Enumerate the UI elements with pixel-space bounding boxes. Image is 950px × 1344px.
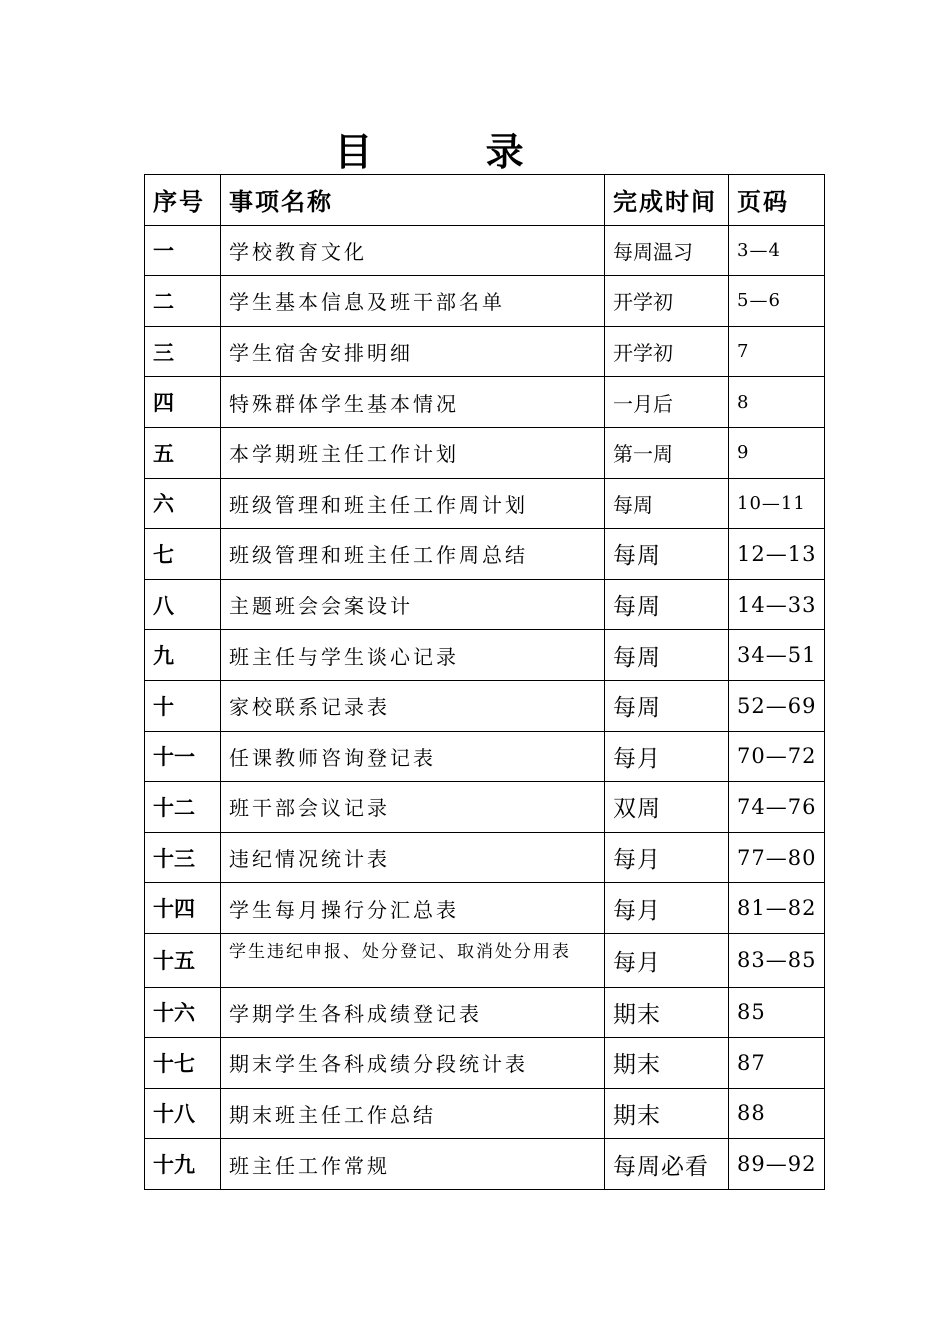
row-time: 每月 [605, 883, 729, 934]
row-name: 班级管理和班主任工作周总结 [221, 529, 605, 580]
table-row [145, 1139, 825, 1190]
row-no: 一 [145, 225, 221, 276]
row-no: 十七 [145, 1038, 221, 1089]
row-no: 三 [145, 326, 221, 377]
row-name: 期末学生各科成绩分段统计表 [221, 1038, 605, 1089]
table-row [145, 987, 825, 1038]
header-time: 完成时间 [605, 175, 729, 226]
row-time: 每周 [605, 579, 729, 630]
row-time: 第一周 [605, 427, 729, 478]
table-row [145, 832, 825, 883]
row-no: 七 [145, 529, 221, 580]
row-time: 每月 [605, 731, 729, 782]
row-no: 八 [145, 579, 221, 630]
row-name: 学校教育文化 [221, 225, 605, 276]
row-name: 违纪情况统计表 [221, 832, 605, 883]
table-row [145, 731, 825, 782]
row-name: 学生违纪申报、处分登记、取消处分用表 [221, 933, 605, 987]
row-time: 每周 [605, 680, 729, 731]
row-time: 每月 [605, 832, 729, 883]
toc-header-row [145, 175, 825, 226]
row-page: 12—13 [729, 529, 825, 580]
table-row [145, 326, 825, 377]
row-name: 班干部会议记录 [221, 782, 605, 833]
table-row [145, 782, 825, 833]
page-title: 目 录 [334, 130, 574, 174]
row-time: 期末 [605, 1088, 729, 1139]
row-time: 期末 [605, 1038, 729, 1089]
row-no: 十四 [145, 883, 221, 934]
table-row [145, 883, 825, 934]
row-name: 学生基本信息及班干部名单 [221, 276, 605, 327]
table-row [145, 1038, 825, 1089]
row-no: 十 [145, 680, 221, 731]
row-time: 每周 [605, 529, 729, 580]
row-no: 二 [145, 276, 221, 327]
row-page: 85 [729, 987, 825, 1038]
row-time: 每周 [605, 478, 729, 529]
table-row [145, 1088, 825, 1139]
row-page: 8 [729, 377, 825, 428]
row-time: 每月 [605, 933, 729, 987]
row-page: 88 [729, 1088, 825, 1139]
row-page: 52—69 [729, 680, 825, 731]
row-no: 六 [145, 478, 221, 529]
row-page: 9 [729, 427, 825, 478]
row-no: 九 [145, 630, 221, 681]
row-name: 班主任与学生谈心记录 [221, 630, 605, 681]
header-page: 页码 [729, 175, 825, 226]
row-time: 期末 [605, 987, 729, 1038]
row-name: 本学期班主任工作计划 [221, 427, 605, 478]
row-no: 十八 [145, 1088, 221, 1139]
row-time: 一月后 [605, 377, 729, 428]
row-page: 74—76 [729, 782, 825, 833]
row-name: 班级管理和班主任工作周计划 [221, 478, 605, 529]
table-row [145, 529, 825, 580]
row-page: 3—4 [729, 225, 825, 276]
header-name: 事项名称 [221, 175, 605, 226]
row-name: 任课教师咨询登记表 [221, 731, 605, 782]
row-time: 开学初 [605, 326, 729, 377]
row-page: 14—33 [729, 579, 825, 630]
table-row [145, 276, 825, 327]
row-page: 81—82 [729, 883, 825, 934]
row-name: 学生每月操行分汇总表 [221, 883, 605, 934]
row-time: 开学初 [605, 276, 729, 327]
row-page: 77—80 [729, 832, 825, 883]
row-name: 主题班会会案设计 [221, 579, 605, 630]
row-time: 每周 [605, 630, 729, 681]
row-name: 学生宿舍安排明细 [221, 326, 605, 377]
row-no: 十一 [145, 731, 221, 782]
row-page: 10—11 [729, 478, 825, 529]
row-no: 十二 [145, 782, 221, 833]
table-row [145, 377, 825, 428]
table-row [145, 478, 825, 529]
table-row [145, 225, 825, 276]
table-row [145, 579, 825, 630]
row-no: 五 [145, 427, 221, 478]
row-time: 双周 [605, 782, 729, 833]
row-name: 班主任工作常规 [221, 1139, 605, 1190]
row-time: 每周温习 [605, 225, 729, 276]
row-page: 34—51 [729, 630, 825, 681]
row-no: 十五 [145, 933, 221, 987]
table-row [145, 630, 825, 681]
row-name: 期末班主任工作总结 [221, 1088, 605, 1139]
row-page: 87 [729, 1038, 825, 1089]
row-name: 特殊群体学生基本情况 [221, 377, 605, 428]
row-page: 89—92 [729, 1139, 825, 1190]
row-no: 十三 [145, 832, 221, 883]
row-time: 每周必看 [605, 1139, 729, 1190]
table-row [145, 933, 825, 987]
row-no: 十九 [145, 1139, 221, 1190]
row-page: 5—6 [729, 276, 825, 327]
toc-table [144, 174, 825, 1190]
row-no: 十六 [145, 987, 221, 1038]
row-name: 学期学生各科成绩登记表 [221, 987, 605, 1038]
header-no: 序号 [145, 175, 221, 226]
row-no: 四 [145, 377, 221, 428]
row-page: 7 [729, 326, 825, 377]
row-name: 家校联系记录表 [221, 680, 605, 731]
row-page: 83—85 [729, 933, 825, 987]
row-page: 70—72 [729, 731, 825, 782]
table-row [145, 427, 825, 478]
table-row [145, 680, 825, 731]
